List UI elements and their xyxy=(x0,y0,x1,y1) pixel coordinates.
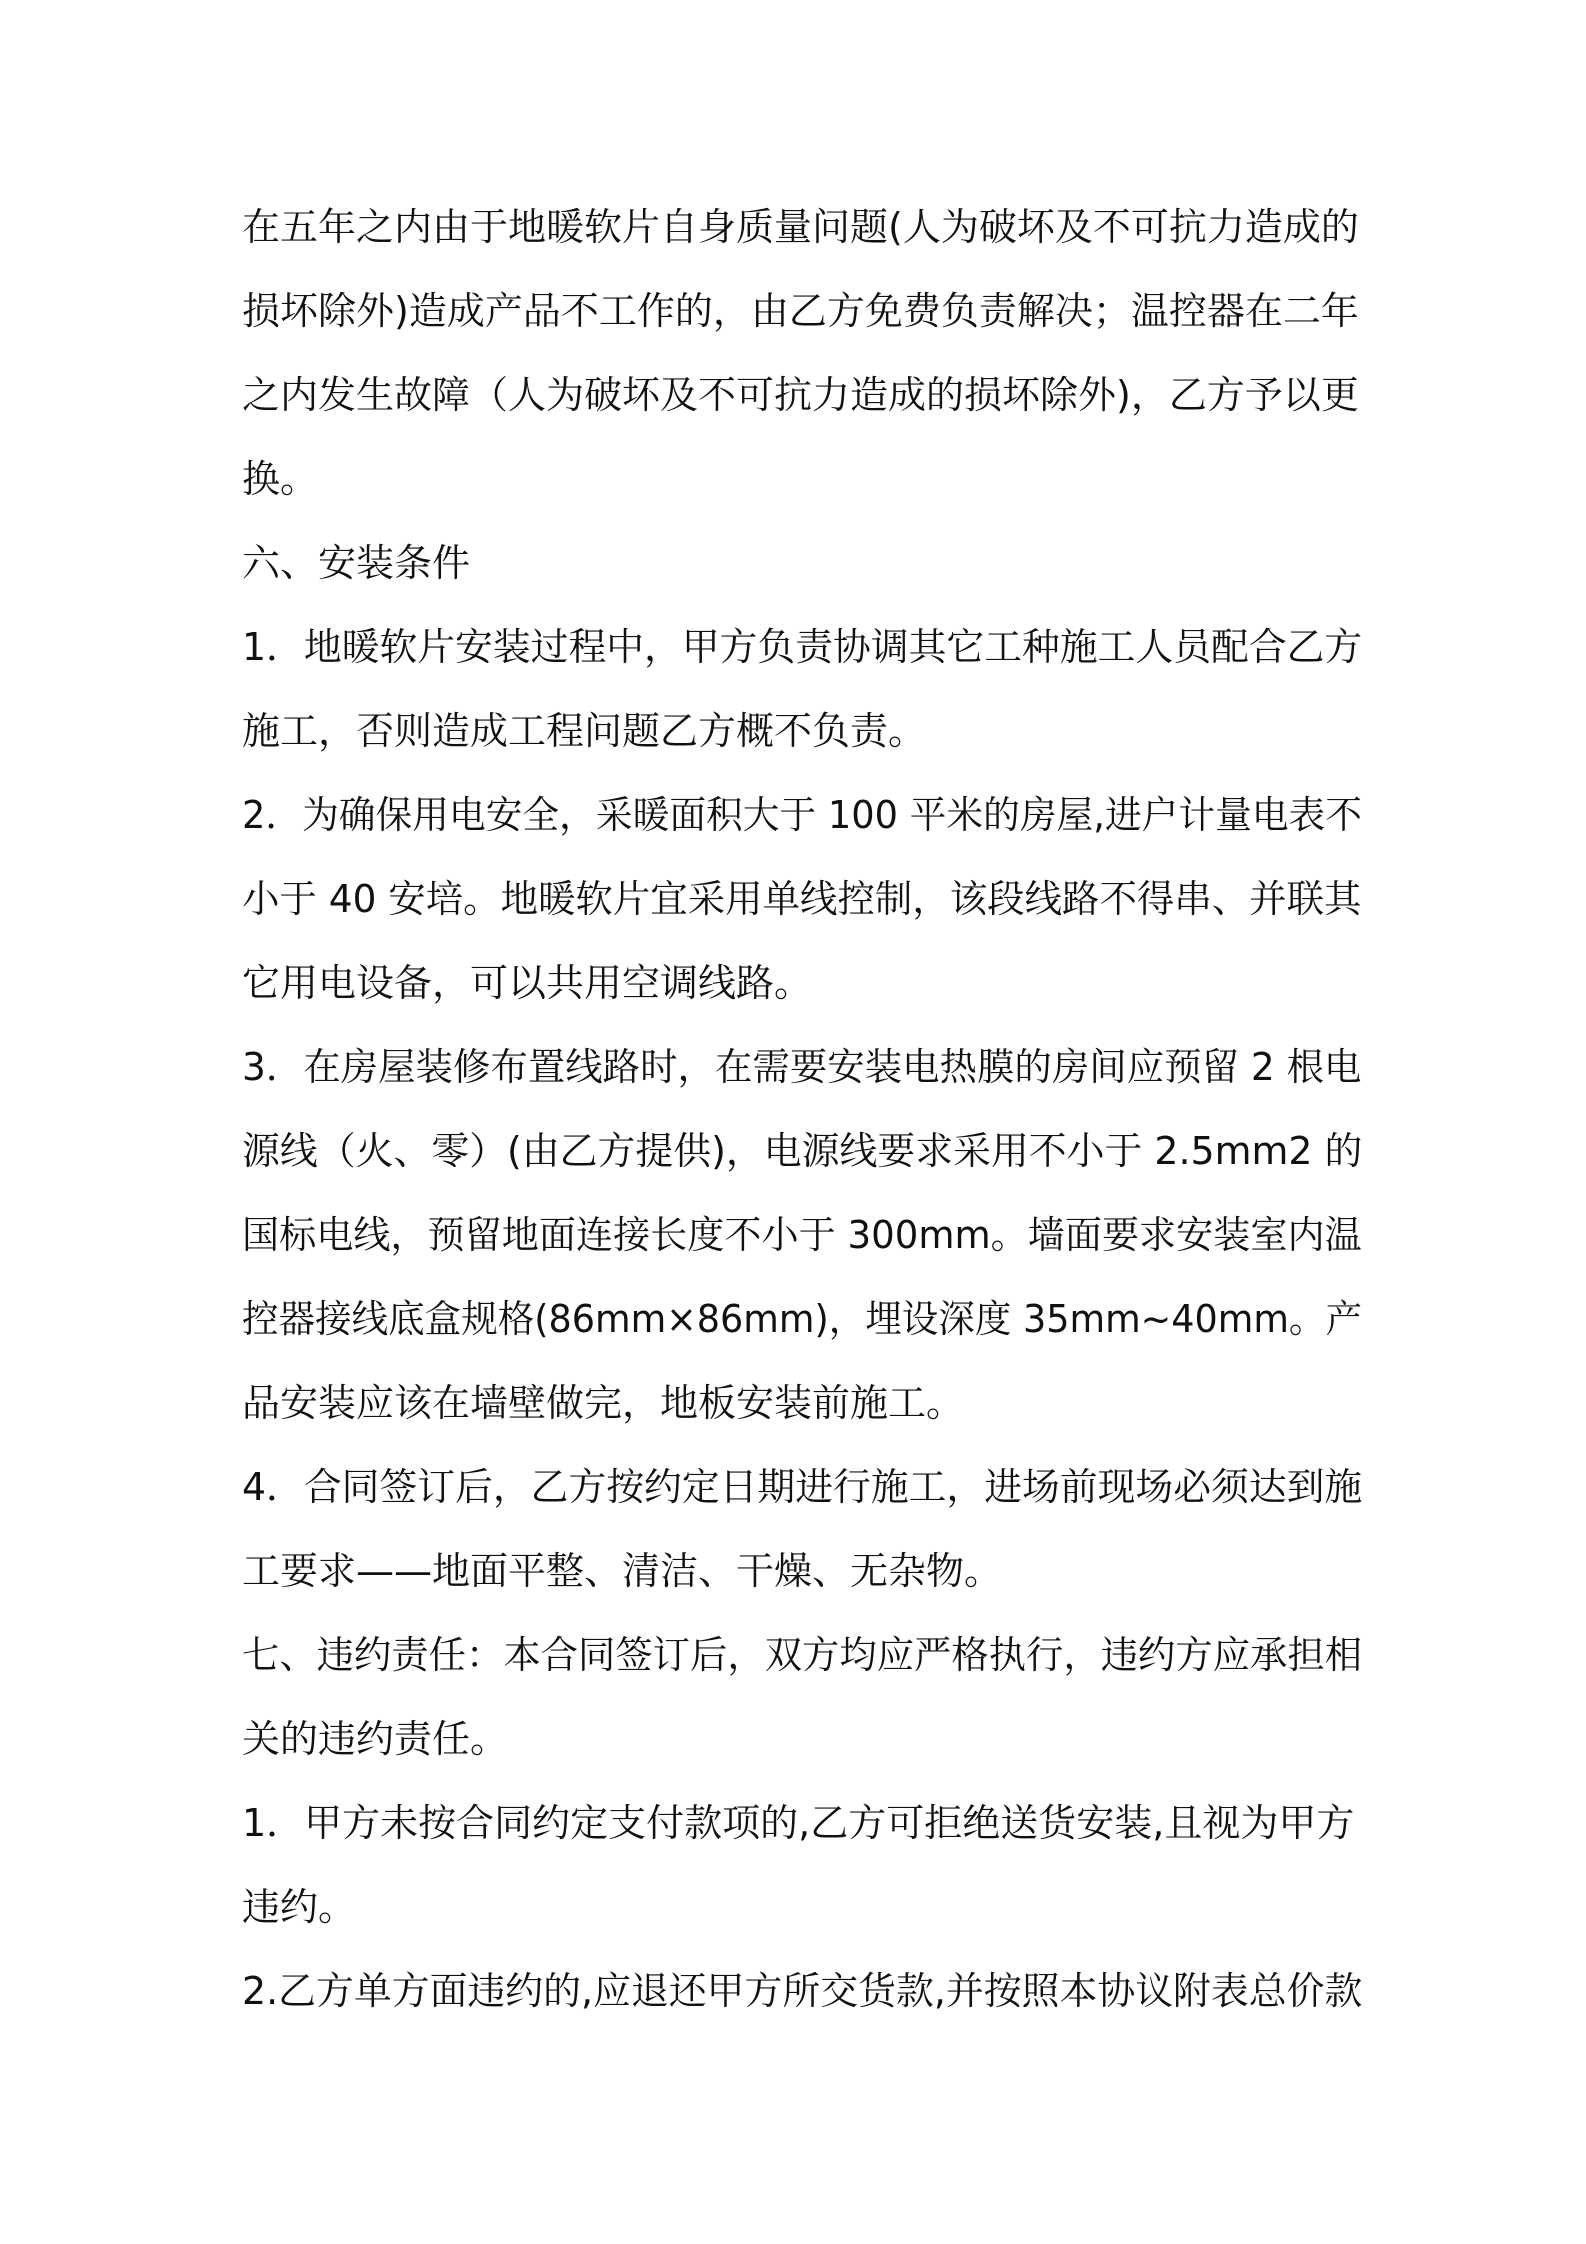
text-line: 品安装应该在墙壁做完，地板安装前施工。 xyxy=(242,1381,965,1425)
text-line: 4．合同签订后，乙方按约定日期进行施工，进场前现场必须达到施 xyxy=(242,1465,1363,1509)
text-line: 控器接线底盒规格(86mm×86mm)，埋设深度 35mm~40mm。产 xyxy=(242,1297,1363,1341)
text-line: 在五年之内由于地暖软片自身质量问题(人为破坏及不可抗力造成的 xyxy=(242,205,1359,249)
section-heading: 六、安装条件 xyxy=(242,541,471,585)
text-line: 源线（火、零）(由乙方提供)，电源线要求采用不小于 2.5mm2 的 xyxy=(242,1129,1363,1173)
text-line: 3．在房屋装修布置线路时，在需要安装电热膜的房间应预留 2 根电 xyxy=(242,1045,1362,1089)
text-line: 施工，否则造成工程问题乙方概不负责。 xyxy=(242,709,927,753)
text-line: 它用电设备，可以共用空调线路。 xyxy=(242,961,813,1005)
text-line: 1．地暖软片安装过程中，甲方负责协调其它工种施工人员配合乙方 xyxy=(242,625,1363,669)
text-line: 2．为确保用电安全，采暖面积大于 100 平米的房屋,进户计量电表不 xyxy=(242,793,1363,837)
text-line: 损坏除外)造成产品不工作的，由乙方免费负责解决；温控器在二年 xyxy=(242,289,1359,333)
text-line: 2.乙方单方面违约的,应退还甲方所交货款,并按照本协议附表总价款 xyxy=(242,1969,1363,2013)
text-line: 小于 40 安培。地暖软片宜采用单线控制，该段线路不得串、并联其 xyxy=(242,877,1362,921)
text-line: 工要求——地面平整、清洁、干燥、无杂物。 xyxy=(242,1549,1003,1593)
text-line: 关的违约责任。 xyxy=(242,1717,509,1761)
text-line: 违约。 xyxy=(242,1885,357,1929)
text-line: 换。 xyxy=(242,457,319,501)
text-line: 之内发生故障（人为破坏及不可抗力造成的损坏除外)，乙方予以更 xyxy=(242,373,1359,417)
section-heading: 七、违约责任：本合同签订后，双方均应严格执行，违约方应承担相 xyxy=(242,1633,1363,1677)
text-line: 1．甲方未按合同约定支付款项的,乙方可拒绝送货安装,且视为甲方 xyxy=(242,1801,1355,1845)
text-line: 国标电线，预留地面连接长度不小于 300mm。墙面要求安装室内温 xyxy=(242,1213,1362,1257)
